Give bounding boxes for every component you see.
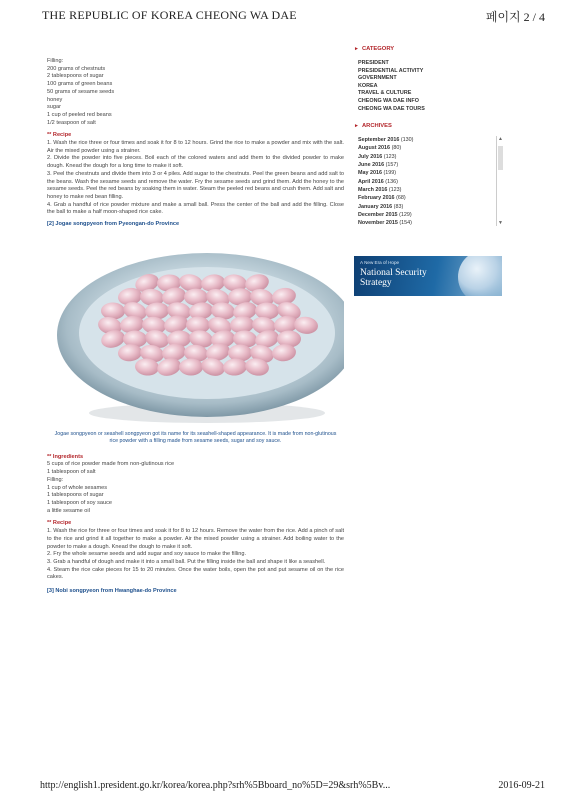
sidebar	[354, 46, 504, 226]
list-item: 100 grams of green beans	[47, 81, 113, 88]
recipe-step: 2. Divide the powder into five pieces. Boil each of the colored waters and add them to the divided powder to make dough. Knead the dough for a long time to make it soft.	[47, 155, 344, 170]
list-item: sugar	[47, 104, 61, 111]
list-item: Filling:	[47, 476, 64, 483]
recipe-step: 3. Grab a handful of dough and make it into a small ball. Put the filling inside the ball and shape it like a seashell.	[47, 558, 326, 565]
archive-link[interactable]	[358, 144, 504, 152]
archive-month: December 2015	[358, 211, 398, 218]
category-link-cheong-wa-dae-info[interactable]: CHEONG WA DAE INFO	[358, 97, 419, 104]
archive-link[interactable]	[358, 153, 504, 161]
category-link-presidential-activity[interactable]: PRESIDENTIAL ACTIVITY	[358, 67, 424, 74]
archive-count: (130)	[400, 137, 414, 144]
category-list	[358, 60, 504, 113]
archive-count: (80)	[391, 145, 402, 152]
archive-month: November 2015	[358, 220, 398, 227]
songpyeon-photo	[47, 235, 344, 425]
category-heading	[354, 46, 504, 52]
archive-link[interactable]	[358, 178, 504, 186]
list-item: 1 tablespoons of sugar	[47, 492, 104, 499]
category-link-cheong-wa-dae-tours[interactable]: CHEONG WA DAE TOURS	[358, 105, 425, 112]
archive-count: (83)	[393, 203, 404, 210]
scroll-thumb[interactable]	[498, 146, 503, 170]
archives-heading-label: ARCHIVES	[361, 123, 392, 130]
archive-month: August 2016	[358, 145, 391, 152]
recipe-step: 4. Steam the rice cake pieces for 15 to 20 minutes. Once the water boils, open the pot and put sesame oil on the rice cakes.	[47, 566, 344, 581]
banner-tagline: A New Era of Hope	[360, 260, 400, 265]
rice-cake-graphic	[228, 344, 252, 361]
archive-link[interactable]	[358, 203, 504, 211]
banner-title	[360, 268, 427, 288]
archive-count: (136)	[385, 178, 398, 185]
list-item: 1 tablespoon of salt	[47, 469, 96, 476]
list-item: 1 tablespoon of soy sauce	[47, 499, 112, 506]
archives-heading	[354, 123, 504, 129]
globe-graphic	[458, 256, 502, 296]
archive-month: June 2016	[358, 162, 385, 169]
archive-link[interactable]	[358, 211, 504, 219]
ingredients-heading: ** Ingredients	[47, 453, 84, 460]
list-item: 5 cups of rice powder made from non-glutinous rice	[47, 461, 175, 468]
scroll-down-icon[interactable]: ▼	[498, 220, 503, 227]
national-security-strategy-banner[interactable]	[354, 256, 502, 296]
article-body	[47, 58, 344, 596]
section-title-jogae: [2] Jogae songpyeon from Pyeongan-do Province	[47, 221, 180, 228]
print-footer-date: 2016-09-21	[498, 780, 545, 791]
recipe-step: 3. Peel the chestnuts and divide them into 3 or 4 piles. Add sugar to the chestnuts. Peel the green beans and add salt to the beans. Wash the sesame seeds and remove the water. Fry the sesame seeds and grind them. Add the honey to the sesame seeds. Peel the red beans by soaking them in water. Steam the peeled red beans and crush them. Add salt and honey to make red bean filling.	[47, 170, 344, 200]
archive-count: (199)	[383, 170, 397, 177]
print-page-number: 페이지 2 / 4	[485, 10, 545, 24]
archive-month: May 2016	[358, 170, 382, 177]
archive-count: (68)	[396, 195, 406, 202]
archive-month: April 2016	[358, 178, 384, 185]
archive-link[interactable]	[358, 136, 504, 144]
banner-title-line-2: Strategy	[360, 278, 392, 288]
category-link-travel-culture[interactable]: TRAVEL & CULTURE	[358, 90, 412, 97]
category-link-korea[interactable]: KOREA	[358, 82, 378, 89]
archive-link[interactable]	[358, 219, 504, 227]
archive-count: (123)	[383, 153, 397, 160]
print-footer-url: http://english1.president.go.kr/korea/korea.php?srh%5Bboard_no%5D=29&srh%5Bv...	[40, 780, 391, 791]
list-item: a little sesame oil	[47, 507, 90, 514]
recipe-heading: ** Recipe	[47, 132, 72, 139]
list-item: 1/2 teaspoon of salt	[47, 119, 96, 126]
archive-link[interactable]	[358, 169, 504, 177]
archive-count: (123)	[388, 186, 402, 193]
recipe-heading: ** Recipe	[47, 520, 72, 527]
triangle-bullet-icon: ►	[354, 46, 359, 52]
list-item: 50 grams of sesame seeds	[47, 88, 115, 95]
ingredients-list	[47, 461, 344, 515]
archives-scrollbar[interactable]	[496, 136, 504, 226]
photo-caption: Jogae songpyeon or seashell songpyeon got its name for its seashell-shaped appearance. It is made from non-glutinous rice powder with a filling made from sesame seeds, sugar and soy sauce.	[54, 430, 337, 445]
list-item: honey	[47, 96, 63, 103]
archive-count: (157)	[385, 162, 399, 169]
list-item: 1 cup of peeled red beans	[47, 111, 112, 118]
recipe-step: 4. Grab a handful of rice powder mixture and make a small ball. Press the center of the ball and add the filling. Close the ball to make a half moon-shaped rice cake.	[47, 201, 344, 216]
triangle-bullet-icon: ►	[354, 123, 359, 130]
list-item: 1 cup of whole sesames	[47, 484, 108, 491]
archives-listbox[interactable]	[358, 136, 504, 226]
filling-list-1	[47, 58, 344, 127]
archive-month: January 2016	[358, 203, 393, 210]
category-link-president[interactable]: PRESIDENT	[358, 60, 389, 66]
recipe-step: 1. Wash the rice for three or four times and soak it for 8 to 12 hours. Remove the water from the rice. Add a pinch of salt to the rice and grind it all together to make a powder. Air the mixed powder using a strainer. Add boiling water to the powder to make a dough. Knead the dough to make it soft.	[47, 528, 344, 550]
rice-cake-graphic	[179, 358, 203, 375]
list-item: Filling:	[47, 58, 64, 64]
archive-link[interactable]	[358, 161, 504, 169]
archive-month: September 2016	[358, 137, 400, 144]
archive-month: February 2016	[358, 195, 395, 202]
recipe-step: 1. Wash the rice three or four times and soak it for 8 to 12 hours. Grind the rice to make a powder and mix with the salt. Air the mixed powder using a strainer.	[47, 140, 344, 154]
banner-title-line-1: National Security	[360, 268, 427, 278]
archive-month: March 2016	[358, 186, 388, 193]
section-title-nobi: [3] Nobi songpyeon from Hwanghae-do Province	[47, 588, 177, 595]
archive-link[interactable]	[358, 186, 504, 194]
archive-month: July 2016	[358, 153, 383, 160]
category-heading-label: CATEGORY	[361, 46, 395, 52]
archive-count: (129)	[399, 211, 412, 218]
list-item: 2 tablespoons of sugar	[47, 73, 104, 80]
archives-list	[358, 136, 504, 227]
print-header-title: THE REPUBLIC OF KOREA CHEONG WA DAE	[42, 8, 297, 22]
recipe-step: 2. Fry the whole sesame seeds and add sugar and soy sauce to make the filling.	[47, 551, 247, 558]
scroll-up-icon[interactable]: ▲	[498, 136, 503, 143]
list-item: 200 grams of chestnuts	[47, 65, 106, 72]
archive-link[interactable]	[358, 194, 504, 202]
archive-count: (154)	[399, 220, 412, 227]
category-link-government[interactable]: GOVERNMENT	[358, 75, 397, 82]
